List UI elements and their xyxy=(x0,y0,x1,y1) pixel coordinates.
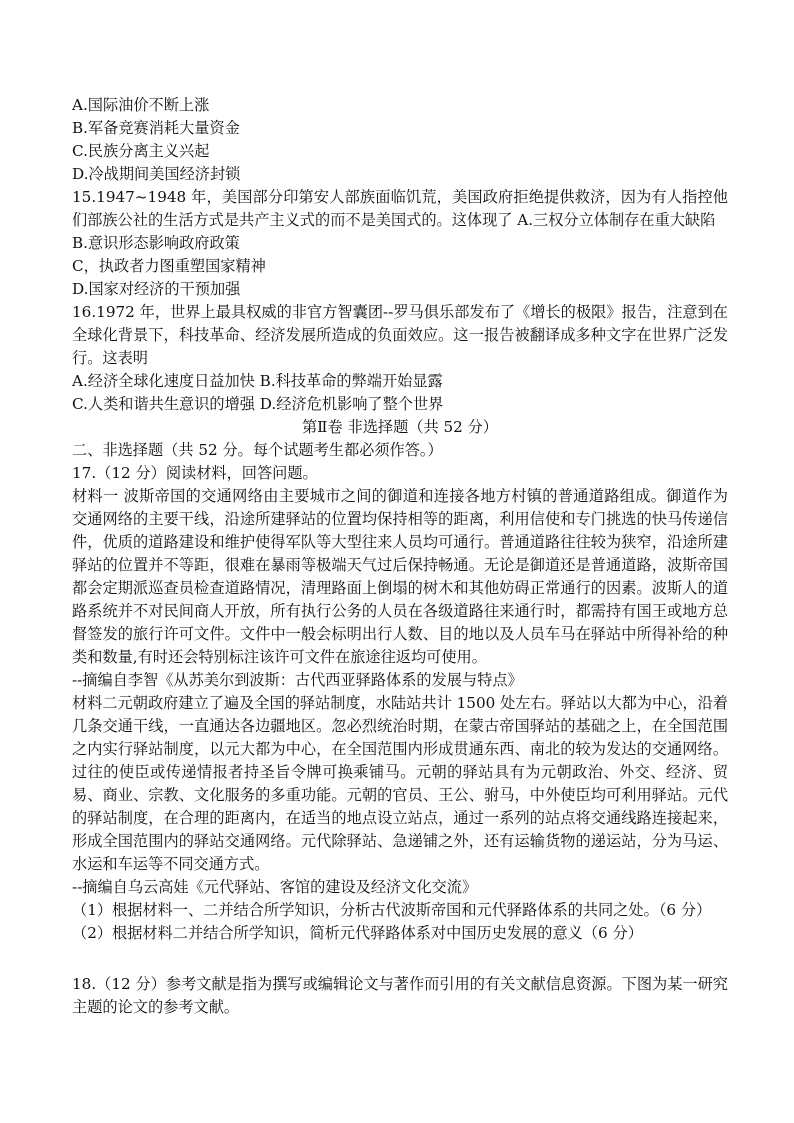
q17-material-2-source: --摘编自乌云高娃《元代驿站、客馆的建设及经济文化交流》 xyxy=(72,878,478,896)
q15-stem: 15.1947~1948 年，美国部分印第安人部族面临饥荒，美国政府拒绝提供救济，因为有人指控他们部族公社的生活方式是共产主义式的而不是美国式的。这体现了 A.三权分立体制存在重大缺陷 xyxy=(72,188,728,229)
q15-option-b: B.意识形态影响政府政策 xyxy=(72,234,240,252)
q14-option-c: C.民族分离主义兴起 xyxy=(72,142,210,160)
q17-heading: 17.（12 分）阅读材料，回答问题。 xyxy=(72,464,318,482)
section2-heading: 二、非选择题（共 52 分。每个试题考生都必须作答。） xyxy=(72,441,443,459)
q15-option-d: D.国家对经济的干预加强 xyxy=(72,280,241,298)
q16-options-ab: A.经济全球化速度日益加快 B.科技革命的弊端开始显露 xyxy=(72,372,443,390)
q16-options-cd: C.人类和谐共生意识的增强 D.经济危机影响了整个世界 xyxy=(72,395,444,413)
part2-title: 第Ⅱ卷 非选择题（共 52 分） xyxy=(301,418,498,436)
q17-subquestion-2: （2）根据材料二并结合所学知识，简析元代驿路体系对中国历史发展的意义（6 分） xyxy=(72,924,643,942)
q14-option-a: A.国际油价不断上涨 xyxy=(72,96,210,114)
spacer xyxy=(72,945,728,973)
q16-stem: 16.1972 年，世界上最具权威的非官方智囊团--罗马俱乐部发布了《增长的极限》报告，注意到在全球化背景下，科技革命、经济发展所造成的负面效应。这一报告被翻译成多种文字在世界广泛发行。这表明 xyxy=(72,303,728,367)
exam-page xyxy=(72,94,728,1019)
q17-material-1: 材料一 波斯帝国的交通网络由主要城市之间的御道和连接各地方村镇的普通道路组成。御道作为交通网络的主要干线，沿途所建驿站的位置均保持相等的距离，利用信使和专门挑选的快马传递信件，优质的道路建设和维护使得军队等大型往来人员均可通行。普通道路往往较为狭窄，沿途所建驿站的位置并不等距，很难在暴雨等极端天气过后保持畅通。无论是御道还是普通道路，波斯帝国都会定期派巡查员检查道路情况，清理路面上倒塌的树木和其他妨碍正常通行的因素。波斯人的道路系统并不对民间商人开放，所有执行公务的人员在各级道路往来通行时，都需持有国王或地方总督签发的旅行许可文件。文件中一般会标明出行人数、目的地以及人员车马在驿站中所得补给的种类和数量,有时还会特别标注该许可文件在旅途往返均可使用。 xyxy=(72,487,728,666)
q14-option-b: B.军备竞赛消耗大量资金 xyxy=(72,119,240,137)
q14-option-d: D.冷战期间美国经济封锁 xyxy=(72,165,241,183)
q17-material-1-source: --摘编自李智《从苏美尔到波斯：古代西亚驿路体系的发展与特点》 xyxy=(72,671,523,689)
q17-subquestion-1: （1）根据材料一、二并结合所学知识，分析古代波斯帝国和元代驿路体系的共同之处。（6 分） xyxy=(72,901,712,919)
q18-stem: 18.（12 分）参考文献是指为撰写或编辑论文与著作而引用的有关文献信息资源。下图为某一研究主题的论文的参考文献。 xyxy=(72,975,728,1016)
q15-option-c: C，执政者力图重塑国家精神 xyxy=(72,257,266,275)
q17-material-2: 材料二元朝政府建立了遍及全国的驿站制度，水陆站共计 1500 处左右。驿站以大都为中心，沿着几条交通干线，一直通达各边疆地区。忽必烈统治时期，在蒙古帝国驿站的基础之上，在全国范围之内实行驿站制度，以元大都为中心，在全国范围内形成贯通东西、南北的较为发达的交通网络。过往的使臣或传递情报者持圣旨令牌可换乘铺马。元朝的驿站具有为元朝政治、外交、经济、贸易、商业、宗教、文化服务的多重功能。元朝的官员、王公、驸马，中外使臣均可利用驿站。元代的驿站制度，在合理的距离内，在适当的地点设立站点，通过一系列的站点将交通线路连接起来，形成全国范围内的驿站交通网络。元代除驿站、急递铺之外，还有运输货物的递运站，分为马运、水运和车运等不同交通方式。 xyxy=(72,694,728,873)
